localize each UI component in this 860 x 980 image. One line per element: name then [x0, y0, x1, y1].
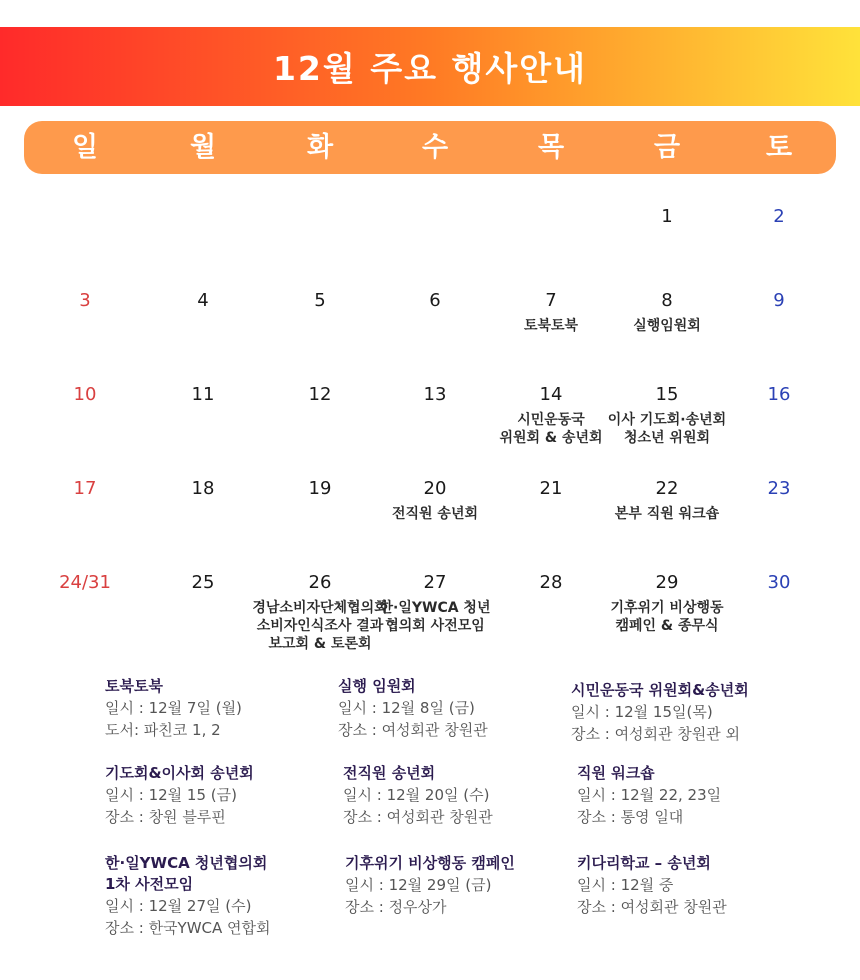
- calendar-event: 토북토북: [523, 318, 579, 334]
- event-detail-date: 일시 : 12월 15일(목): [571, 703, 713, 721]
- event-detail-title: 실행 임원회: [338, 677, 416, 695]
- weekday-label: 금: [653, 132, 681, 163]
- day-number: 25: [191, 572, 215, 593]
- weekday-label: 수: [421, 132, 449, 163]
- event-detail-title: 시민운동국 위원회&송년회: [571, 681, 749, 699]
- day-number: 17: [73, 478, 97, 499]
- day-number: 11: [191, 384, 215, 405]
- page-title: 12월 주요 행사안내: [272, 49, 588, 88]
- event-detail-title: 기도회&이사회 송년회: [105, 764, 254, 782]
- event-detail-title: 전직원 송년회: [343, 764, 436, 782]
- day-number: 15: [655, 384, 679, 405]
- event-detail-title: 키다리학교 – 송년회: [577, 854, 711, 872]
- event-detail-block: [577, 853, 817, 918]
- day-number: 28: [539, 572, 563, 593]
- day-number: 5: [314, 290, 326, 311]
- event-detail-info: 장소 : 여성회관 창원관: [343, 808, 493, 826]
- event-detail-date: 일시 : 12월 29일 (금): [345, 876, 492, 894]
- event-detail-info: 장소 : 한국YWCA 연합회: [105, 919, 271, 937]
- event-detail-block: [105, 853, 345, 939]
- event-detail-title: 직원 워크숍: [577, 764, 655, 782]
- event-detail-info: 도서: 파친코 1, 2: [105, 721, 221, 739]
- day-number: 16: [767, 384, 791, 405]
- day-number: 6: [429, 290, 441, 311]
- event-detail-info: 장소 : 정우상가: [345, 898, 447, 916]
- day-number: 8: [661, 290, 673, 311]
- event-detail-title: 기후위기 비상행동 캠페인: [345, 854, 515, 872]
- event-detail-block: [343, 763, 583, 828]
- event-detail-title: 한·일YWCA 청년협의회 1차 사전모임: [105, 854, 268, 893]
- day-number: 29: [655, 572, 679, 593]
- event-detail-info: 장소 : 여성회관 창원관: [577, 898, 727, 916]
- day-number: 2: [773, 206, 785, 227]
- event-detail-block: [345, 853, 585, 918]
- calendar-event: 경남소비자단체협의회 소비자인식조사 결과 보고회 & 토론회: [252, 600, 388, 652]
- event-detail-block: [571, 680, 811, 745]
- calendar-event: 본부 직원 워크숍: [614, 506, 720, 522]
- calendar-event: 시민운동국 위원회 & 송년회: [499, 412, 603, 446]
- weekday-label: 토: [765, 132, 793, 163]
- event-detail-date: 일시 : 12월 15 (금): [105, 786, 237, 804]
- event-detail-block: [105, 763, 345, 828]
- day-number: 18: [191, 478, 215, 499]
- event-detail-title: 토북토북: [105, 677, 163, 695]
- event-detail-info: 장소 : 여성회관 창원관 외: [571, 725, 741, 743]
- day-number: 22: [655, 478, 679, 499]
- day-number: 19: [308, 478, 332, 499]
- day-number: 10: [73, 384, 97, 405]
- day-number: 3: [79, 290, 91, 311]
- weekday-label: 월: [189, 132, 217, 163]
- day-number: 4: [197, 290, 209, 311]
- event-detail-info: 장소 : 여성회관 창원관: [338, 721, 488, 739]
- day-number: 7: [545, 290, 557, 311]
- day-number: 14: [539, 384, 563, 405]
- weekday-label: 화: [306, 132, 334, 163]
- day-number: 24/31: [59, 572, 111, 593]
- event-detail-date: 일시 : 12월 8일 (금): [338, 699, 475, 717]
- day-number: 26: [308, 572, 332, 593]
- day-number: 13: [423, 384, 447, 405]
- day-number: 12: [308, 384, 332, 405]
- event-detail-info: 장소 : 창원 블루핀: [105, 808, 226, 826]
- event-detail-block: [577, 763, 817, 828]
- day-number: 20: [423, 478, 447, 499]
- weekday-header-bar: [24, 121, 836, 174]
- event-detail-date: 일시 : 12월 22, 23일: [577, 786, 722, 804]
- calendar-event: 한·일YWCA 청년 협의회 사전모임: [379, 600, 491, 634]
- calendar-event: 이사 기도회·송년회 청소년 위원회: [607, 412, 727, 446]
- day-number: 30: [767, 572, 791, 593]
- calendar-event: 기후위기 비상행동 캠페인 & 종무식: [610, 600, 724, 634]
- calendar-event: 실행임원회: [633, 318, 701, 334]
- weekday-label: 목: [537, 132, 565, 163]
- day-number: 9: [773, 290, 785, 311]
- calendar-event: 전직원 송년회: [391, 506, 479, 522]
- event-detail-date: 일시 : 12월 20일 (수): [343, 786, 490, 804]
- event-detail-date: 일시 : 12월 27일 (수): [105, 897, 252, 915]
- weekday-label: 일: [71, 132, 99, 163]
- event-detail-block: [338, 676, 578, 741]
- day-number: 21: [539, 478, 563, 499]
- day-number: 1: [661, 206, 673, 227]
- event-detail-date: 일시 : 12월 7일 (월): [105, 699, 242, 717]
- title-banner: [0, 27, 860, 106]
- day-number: 23: [767, 478, 791, 499]
- event-detail-date: 일시 : 12월 중: [577, 876, 674, 894]
- day-number: 27: [423, 572, 447, 593]
- event-detail-info: 장소 : 통영 일대: [577, 808, 684, 826]
- event-detail-block: [105, 676, 345, 741]
